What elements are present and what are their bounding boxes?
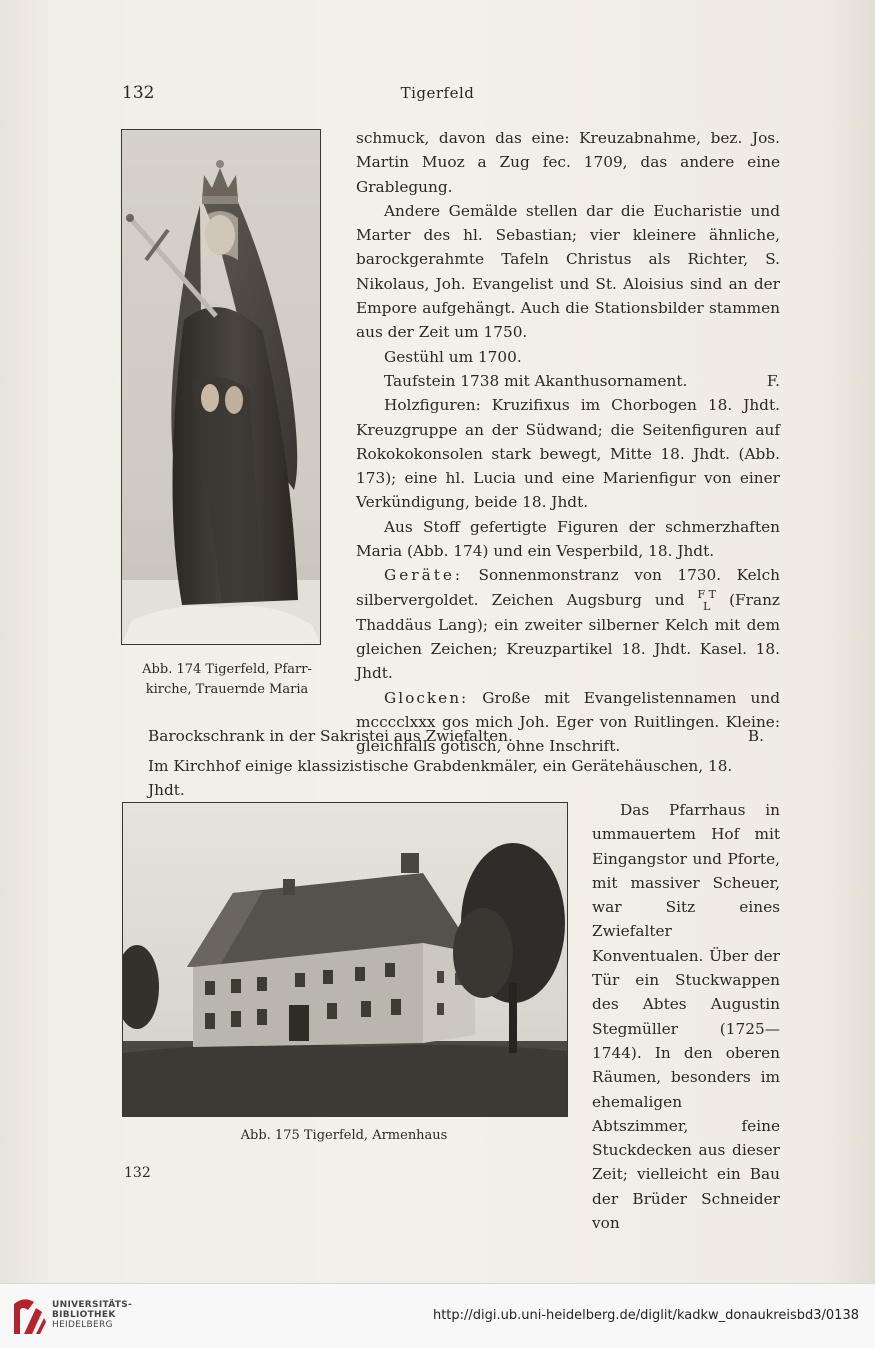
paragraph-text: Große mit Evangelistennamen und mcccclxxx gos mich Joh. Eger von Ruitlingen. Kleine: gleichfalls gotisch, ohne Inschrift. [356,688,780,756]
hallmark [698,589,716,613]
library-line: UNIVERSITÄTS- [52,1300,133,1310]
paragraph: Das Pfarrhaus in ummauertem Hof mit Eingangstor und Pforte, mit massiver Scheuer, war Sitz eines Zwiefalter Konventualen. Über der Tür ein Stuckwappen des Abtes Augustin Stegmüller (1725—1744). In den oberen Räumen, besonders im ehemaligen Abtszimmer, feine Stuckdecken aus dieser Zeit; vielleicht ein Bau der Brüder Schneider von [592,801,780,1233]
figure-175-caption: Abb. 175 Tigerfeld, Armenhaus [240,1128,448,1143]
library-line: HEIDELBERG [52,1320,113,1330]
university-logo-icon [10,1294,48,1338]
paragraph [356,563,780,685]
mourning-mary-image [122,130,320,644]
armenhaus-image [123,803,567,1116]
paragraph-text: Sonnenmonstranz von 1730. Kelch silbervergoldet. Zeichen Augsburg und [356,566,780,609]
paragraph: Andere Gemälde stellen dar die Eucharistie und Marter des hl. Sebastian; vier kleinere ähnliche, barockgerahmte Tafeln Christus als Richter, S. Nikolaus, Joh. Evangelist und St. Aloisius sind an der Empore aufgehängt. Auch die Stationsbilder stammen aus der Zeit um 1750. [356,201,780,342]
paragraph-text: Taufstein 1738 mit Akanthusornament. [384,371,688,390]
paragraph: Holzfiguren: Kruzifixus im Chorbogen 18. Jhdt. Kreuzgruppe an der Südwand; die Seitenfiguren auf Rokokokonsolen stark bewegt, Mitte 18. Jhdt. (Abb. 173); eine hl. Lucia und eine Marienfigur von einer Verkündigung, beide 18. Jhdt. [356,396,780,512]
paragraph [356,369,780,393]
header-page-number: 132 [122,83,155,103]
paragraph-text: Barockschrank in der Sakristei aus Zwiefalten. [148,727,513,745]
narrow-column [592,798,780,1235]
right-column [356,126,780,758]
caption-line: kirche, Trauernde Maria [145,682,309,697]
paragraph: Im Kirchhof einige klassizistische Grabdenkmäler, ein Gerätehäuschen, 18. Jhdt. [148,757,733,799]
hallmark-bottom: L [703,599,711,613]
section-lead: Glocken: [384,688,469,707]
caption-line: Abb. 174 Tigerfeld, Pfarr- [142,662,312,677]
paragraph [148,724,764,748]
paragraph: Aus Stoff gefertigte Figuren der schmerzhaften Maria (Abb. 174) und ein Vesperbild, 18. Jhdt. [356,517,780,561]
section-lead: Geräte: [384,566,464,585]
hallmark-top: F T [697,587,716,601]
document-url-link[interactable]: http://digi.ub.uni-heidelberg.de/diglit/kadkw_donaukreisbd3/0138 [432,1308,859,1323]
figure-175-photo [122,802,568,1117]
author-sign: F. [766,371,780,390]
paragraph: schmuck, davon das eine: Kreuzabnahme, bez. Jos. Martin Muoz a Zug fec. 1709, das andere eine Grablegung. [356,129,780,196]
full-width-text [148,724,764,802]
library-name [52,1300,132,1330]
running-title: Tigerfeld [400,84,475,102]
footer-page-number: 132 [124,1165,151,1181]
figure-174-photo [121,129,321,645]
library-line: BIBLIOTHEK [52,1310,116,1320]
paragraph: Gestühl um 1700. [384,347,522,366]
author-sign: B. [747,727,764,745]
viewer-footer-bar [0,1283,875,1348]
paragraph-text: (Franz Thaddäus Lang); ein zweiter silberner Kelch mit dem gleichen Zeichen; Kreuzpartikel 18. Jhdt. Kasel. 18. Jhdt. [356,590,780,683]
figure-174-caption [112,660,342,700]
